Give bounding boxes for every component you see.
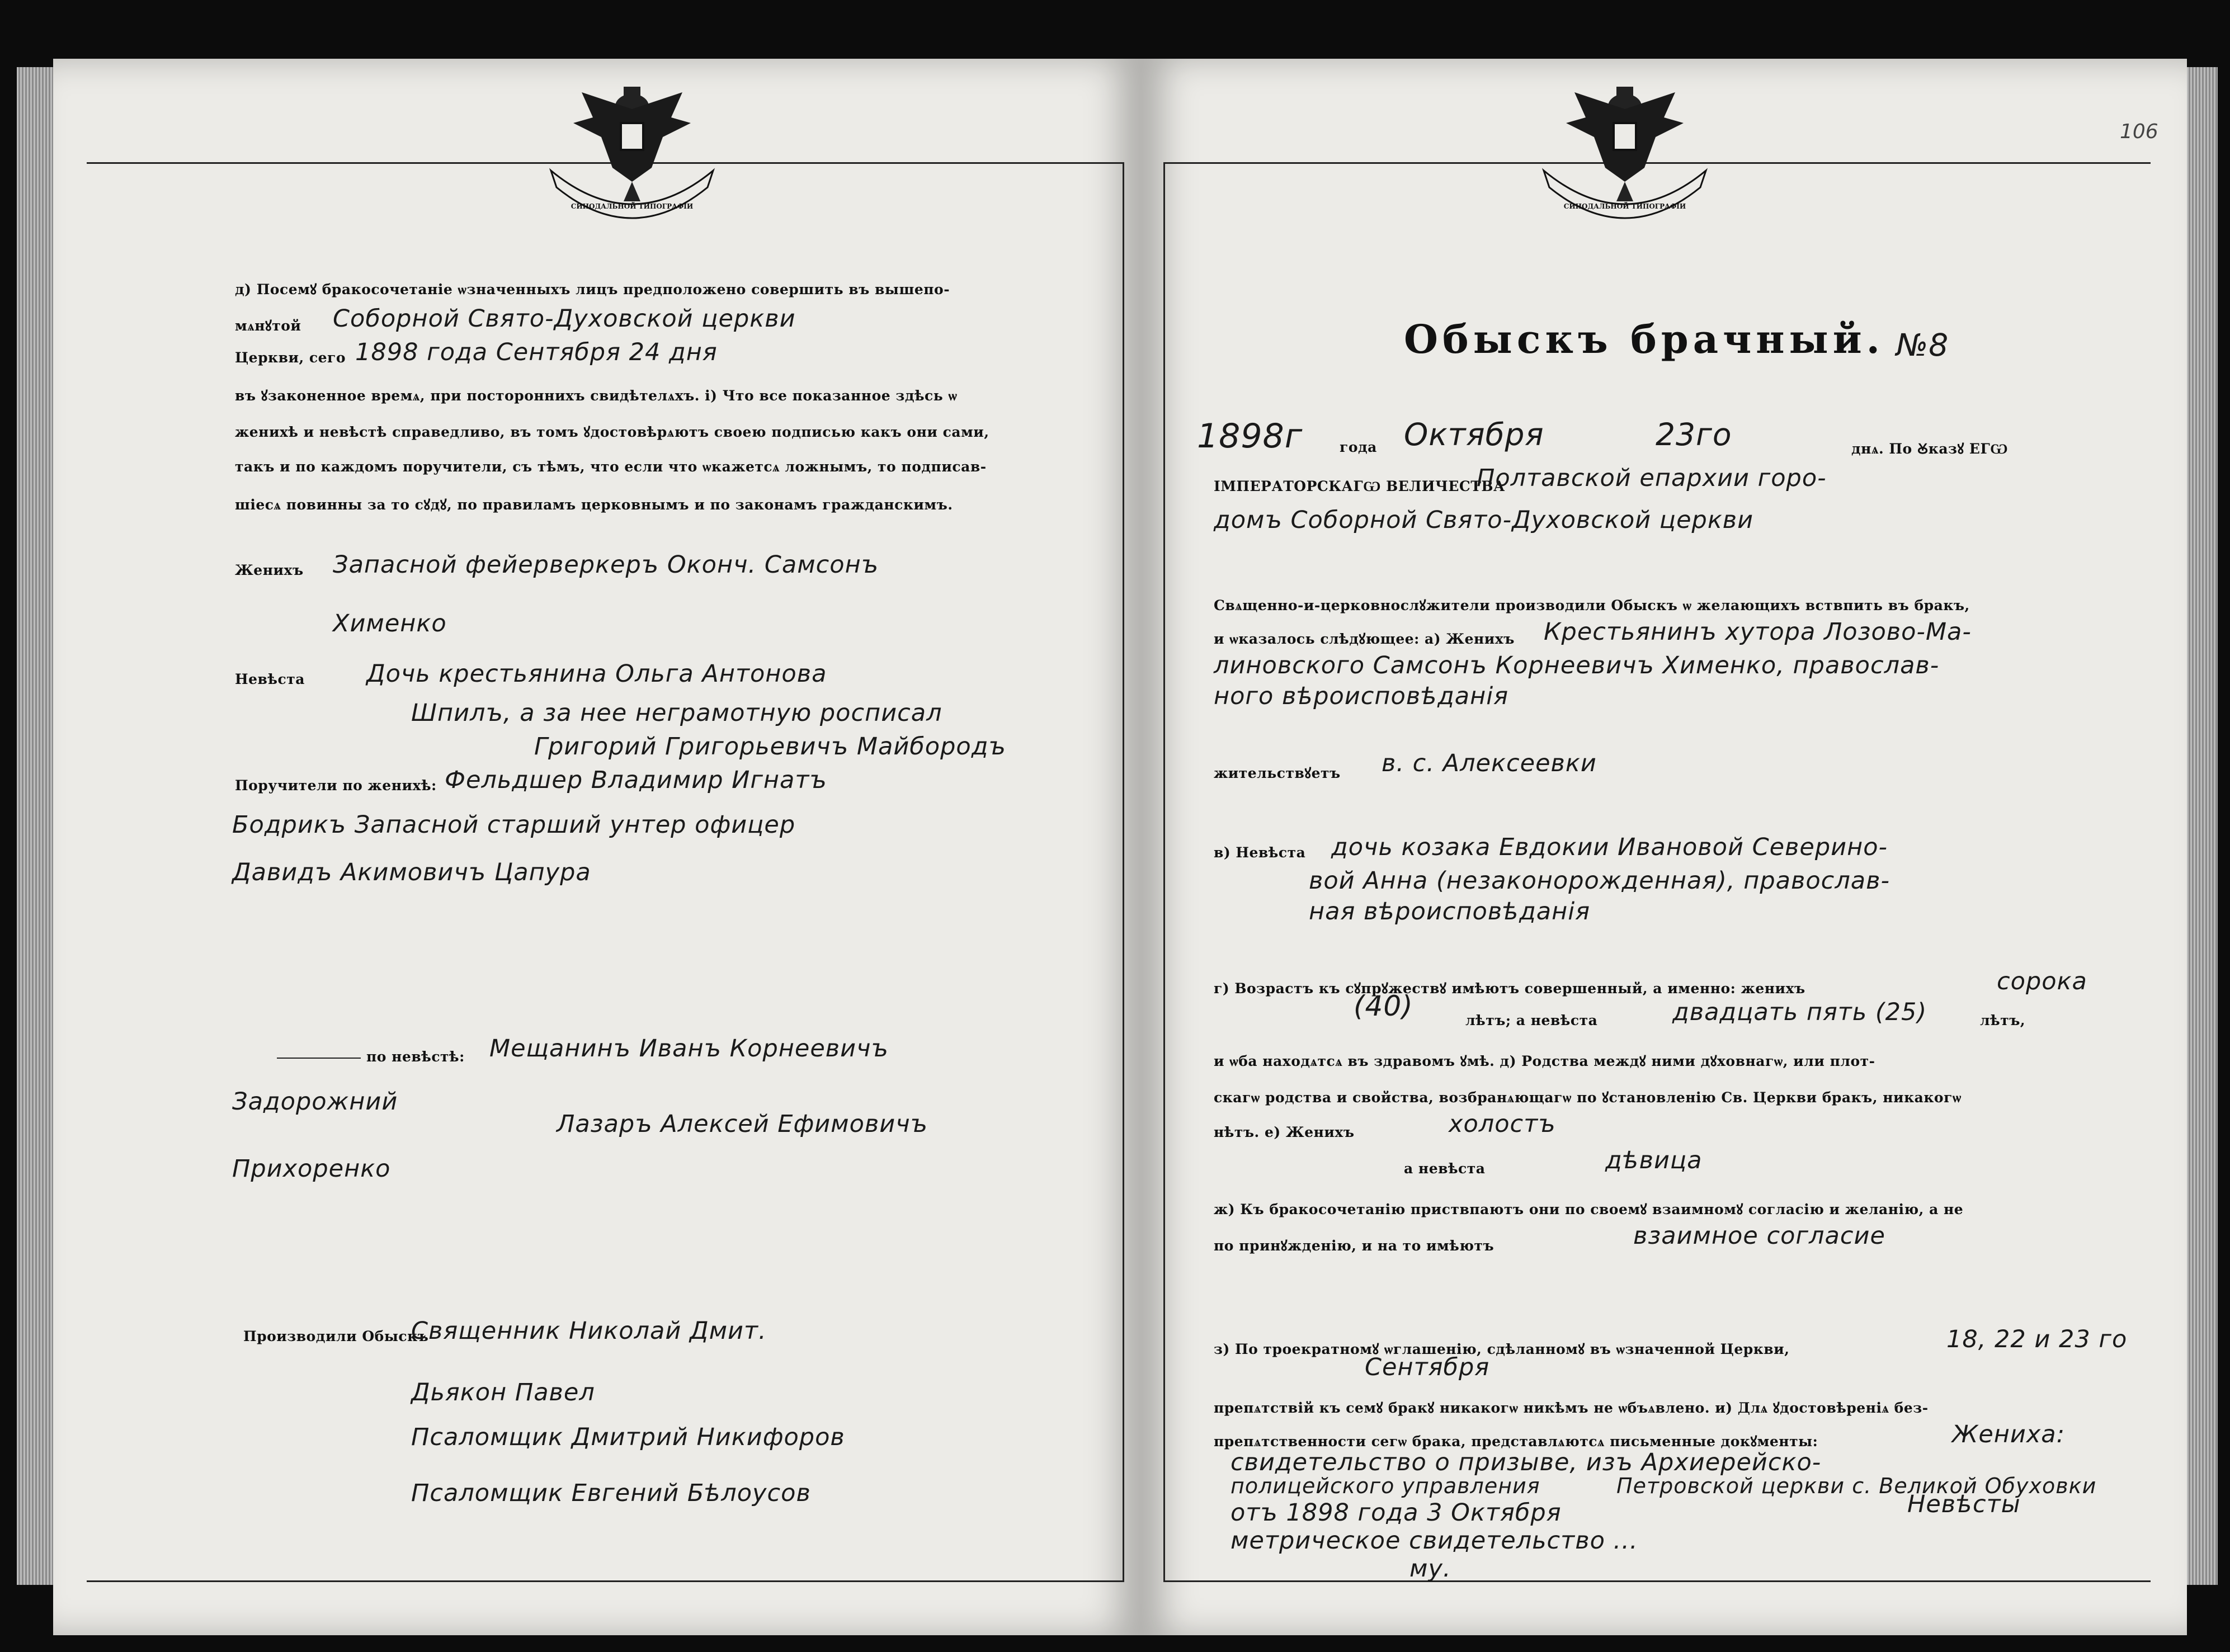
dash-line <box>277 1058 361 1059</box>
guarantors-groom-label: Поручители по женихѣ: <box>235 777 437 794</box>
handwritten-entry: Запасной фейерверкеръ Оконч. Самсонъ <box>333 551 879 579</box>
handwritten-entry: Дочь крестьянина Ольга Антонова <box>366 660 827 688</box>
record-number: №8 <box>1896 327 1949 363</box>
text-line: скагѡ родства и свойства, возбранѧющагѡ по ꙋстановленію Св. Церкви бракъ, никакогѡ <box>1214 1089 1962 1106</box>
bride-label: Невѣста <box>235 671 305 687</box>
text-line: по принꙋжденію, и на то имѣютъ <box>1214 1238 1494 1254</box>
handwritten-entry: дочь козака Евдокии Ивановой Северино- <box>1331 833 1888 861</box>
double-headed-eagle-emblem-icon <box>540 70 724 221</box>
handwritten-entry: двадцать пять (25) <box>1672 998 1927 1026</box>
text-line: препѧтственности сегѡ брака, представлѧютсѧ письменные докꙋменты: <box>1214 1433 1818 1450</box>
handwritten-entry: Григорий Григорьевичъ Майбородъ <box>534 733 1006 761</box>
handwritten-entry: холостъ <box>1449 1110 1556 1138</box>
handwritten-entry: отъ 1898 года 3 Октября <box>1230 1499 1562 1527</box>
handwritten-month: Октября <box>1404 417 1544 452</box>
right-page <box>1141 59 2187 1635</box>
document-title: Обыскъ брачный. <box>1404 316 1884 362</box>
handwritten-entry: Петровской церкви с. Великой Обуховки <box>1616 1474 2097 1498</box>
text-line: лѣтъ; а невѣста <box>1465 1012 1598 1028</box>
handwritten-entry: (40) <box>1354 990 1413 1022</box>
emblem-ribbon-text: СИНОДАЛЬНОЙ ТИПОГРАФІИ <box>571 202 694 210</box>
handwritten-entry: ная вѣроисповѣданія <box>1309 898 1591 926</box>
handwritten-entry: домъ Соборной Свято-Духовской церкви <box>1214 506 1754 534</box>
handwritten-signature: Псаломщик Дмитрий Никифоров <box>411 1423 845 1451</box>
handwritten-entry: свидетельство о призыве, изъ Архиерейско- <box>1230 1448 1822 1476</box>
text-line: препѧтствій къ семꙋ бракꙋ никакогѡ никѣмъ не ѡбъѧвлено. и) Длѧ ꙋдостовѣреніѧ без- <box>1214 1400 1929 1416</box>
bride-label: в) Невѣста <box>1214 844 1306 861</box>
residence-label: жительствꙋетъ <box>1214 765 1341 781</box>
handwritten-entry: в. с. Алексеевки <box>1382 749 1597 777</box>
handwritten-entry: Задорожний <box>232 1088 398 1116</box>
handwritten-entry: Фельдшер Владимир Игнатъ <box>445 766 827 794</box>
emblem-ribbon-text: СИНОДАЛЬНОЙ ТИПОГРАФІИ <box>1563 202 1686 210</box>
handwritten-signature: Дьякон Павел <box>411 1379 595 1406</box>
text-line: Свѧщенно-и-церковнослꙋжители производили Обыскъ ѡ желающихъ вствпить въ бракъ, <box>1214 597 1970 613</box>
text-line: ж) Къ бракосочетанію приствпаютъ они по своемꙋ взаимномꙋ согласію и желанію, а не <box>1214 1201 1964 1217</box>
handwritten-entry: линовского Самсонъ Корнеевичъ Хименко, православ- <box>1214 652 1940 679</box>
handwritten-entry: Мещанинъ Иванъ Корнеевичъ <box>489 1035 889 1063</box>
text-line: днѧ. По Ꙋказꙋ ЕГѠ <box>1851 441 2008 457</box>
book-page-edges-right <box>2187 67 2218 1585</box>
text-line: и ѡказалось слѣдꙋющее: а) Женихъ <box>1214 631 1515 647</box>
text-line: женихѣ и невѣстѣ справедливо, въ томъ ꙋдостовѣрѧютъ своею подписью какъ они сами, <box>235 424 989 440</box>
handwritten-entry: сорока <box>1997 967 2087 995</box>
performed-by-label: Производили Обыскъ <box>243 1328 429 1344</box>
text-line: Церкви, сего <box>235 350 346 366</box>
text-line: и ѡба находѧтсѧ въ здравомъ ꙋмѣ. д) Родства междꙋ ними дꙋховнагѡ, или плот- <box>1214 1053 1875 1069</box>
handwritten-entry: 1898 года Сентября 24 дня <box>355 338 718 366</box>
handwritten-entry: Невѣсты <box>1907 1490 2021 1518</box>
text-line: г) Возрастъ къ сꙋпрꙋжествꙋ имѣютъ совершенный, а именно: женихъ <box>1214 980 1805 997</box>
text-line: шіесѧ повинны за то сꙋдꙋ, по правиламъ церковнымъ и по законамъ гражданскимъ. <box>235 497 953 513</box>
handwritten-entry: ного вѣроисповѣданія <box>1214 682 1509 710</box>
handwritten-entry: Полтавской епархии горо- <box>1477 464 1827 492</box>
text-line: д) Посемꙋ бракосочетаніе ѡзначенныхъ лицъ предположено совершить въ вышепо- <box>235 281 950 298</box>
double-headed-eagle-emblem-icon <box>1533 70 1717 221</box>
handwritten-entry: вой Анна (незаконорожденная), православ- <box>1309 867 1890 895</box>
handwritten-entry: Крестьянинъ хутора Лозово-Ма- <box>1544 618 1972 646</box>
text-line: такъ и по каждомъ поручители, съ тѣмъ, что если что ѡкажетсѧ ложнымъ, то подписав- <box>235 459 987 475</box>
text-line: а невѣста <box>1404 1160 1486 1177</box>
handwritten-entry: му. <box>1409 1555 1451 1583</box>
guarantors-bride-label <box>277 1049 465 1065</box>
left-page <box>53 59 1141 1635</box>
handwritten-entry: взаимное согласие <box>1633 1222 1885 1250</box>
handwritten-entry: Сентября <box>1365 1353 1490 1381</box>
groom-label: Женихъ <box>235 562 304 578</box>
handwritten-entry: 18, 22 и 23 го <box>1946 1325 2128 1353</box>
page-number: 106 <box>2120 120 2158 143</box>
handwritten-day: 23го <box>1656 417 1732 452</box>
guarantors-bride-text: по невѣстѣ: <box>366 1049 465 1065</box>
handwritten-entry: полицейского управления <box>1230 1474 1540 1498</box>
handwritten-entry: Хименко <box>333 610 447 638</box>
handwritten-entry: метрическое свидетельство ... <box>1230 1527 1638 1555</box>
handwritten-signature: Священник Николай Дмит. <box>411 1317 767 1345</box>
handwritten-entry: Давидъ Акимовичъ Цапура <box>232 858 591 886</box>
text-line: ІМПЕРАТОРСКАГѠ ВЕЛИЧЕСТВА <box>1214 478 1505 494</box>
text-line: въ ꙋзаконенное времѧ, при постороннихъ свидѣтелѧхъ. і) Что все показанное здѣсь ѡ <box>235 388 958 404</box>
text-line: мѧнꙋтой <box>235 318 301 334</box>
handwritten-entry: дѣвица <box>1605 1146 1703 1174</box>
book-page-edges-left <box>17 67 56 1585</box>
handwritten-entry: Шпилъ, а за нее неграмотную росписал <box>411 699 942 727</box>
handwritten-entry: Прихоренко <box>232 1155 391 1183</box>
handwritten-entry: Лазаръ Алексей Ефимовичъ <box>557 1110 928 1138</box>
text-line: нѣтъ. е) Женихъ <box>1214 1124 1355 1140</box>
handwritten-entry: Жениха: <box>1952 1420 2066 1448</box>
text-line: года <box>1340 439 1377 455</box>
text-line: з) По троекратномꙋ ѡглашенію, сдѣланномꙋ въ ѡзначенной Церкви, <box>1214 1341 1790 1357</box>
handwritten-year: 1898г <box>1197 417 1303 456</box>
text-line: лѣтъ, <box>1980 1012 2026 1028</box>
handwritten-entry: Бодрикъ Запасной старший унтер офицер <box>232 811 796 839</box>
handwritten-entry: Соборной Свято-Духовской церкви <box>333 305 796 333</box>
handwritten-signature: Псаломщик Евгений Бѣлоусов <box>411 1479 811 1507</box>
